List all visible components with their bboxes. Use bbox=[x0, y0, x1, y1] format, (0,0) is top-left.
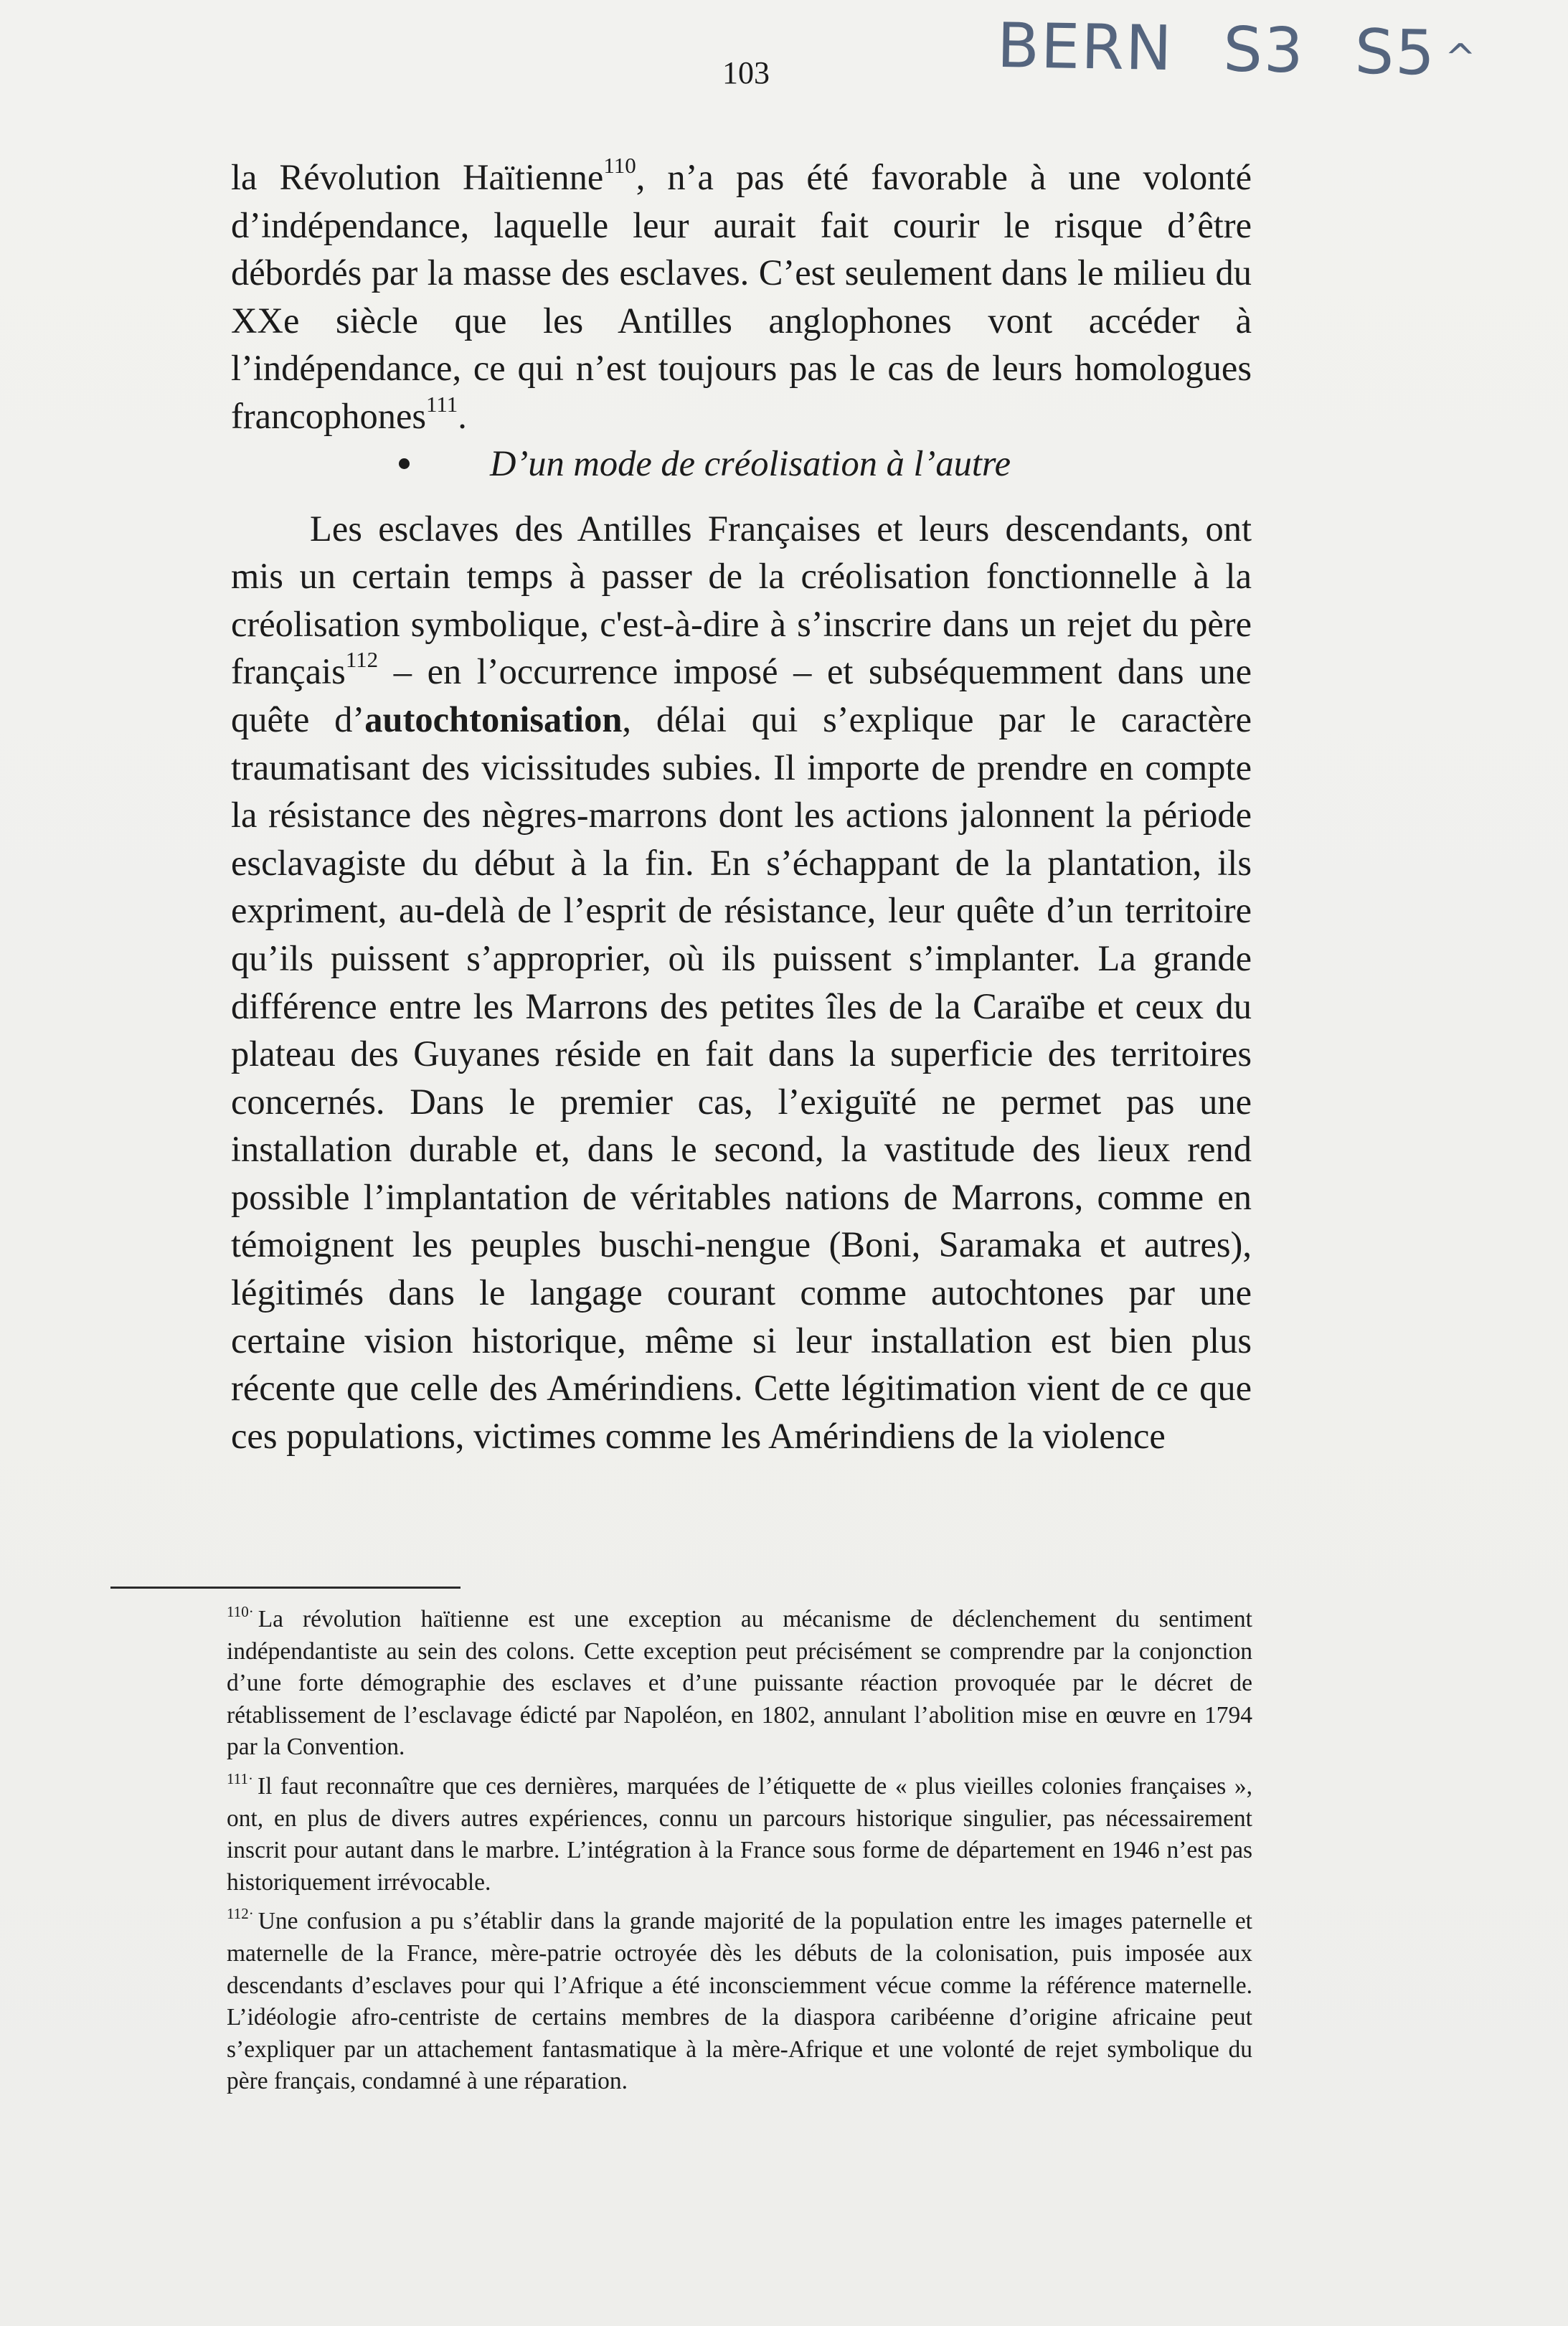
footnote-text: Une confusion a pu s’établir dans la grande majorité de la population entre les images paternelle et maternelle de la France, mère-patrie octroyée dès les débuts de la colonisation, puis imposée aux descendants d’esclaves pour qui l’Afrique a été inconsciemment vécue comme la référence maternelle. L’idéologie afro-centriste de certains membres de la diaspora caribéenne d’origine africaine peut s’expliquer par un attachement fantasmatique à la mère-Afrique et une volonté de rejet symbolique du père français, condamné à une réparation. bbox=[227, 1908, 1252, 2095]
footnote-ref-112[interactable]: 112 bbox=[345, 647, 379, 673]
paragraph-1 bbox=[231, 153, 1252, 440]
footnote-112 bbox=[227, 1906, 1252, 2098]
footnote-text: Il faut reconnaître que ces dernières, marquées de l’étiquette de « plus vieilles colonies françaises », ont, en plus de divers autres expériences, connu un parcours historique singulier, pas nécessairement inscrit pour autant dans le marbre. L’intégration à la France sous forme de département en 1946 n’est pas historiquement irrévocable. bbox=[227, 1772, 1252, 1896]
main-text bbox=[231, 153, 1252, 1460]
paragraph-1-end: . bbox=[458, 395, 467, 436]
page-number: 103 bbox=[722, 55, 770, 90]
footnote-111 bbox=[227, 1771, 1252, 1899]
footnote-separator bbox=[110, 1587, 461, 1589]
footnote-number: 112· bbox=[227, 1905, 254, 1923]
caret-mark: ^ bbox=[1444, 36, 1478, 80]
section-heading-text: D’un mode de créolisation à l’autre bbox=[490, 443, 1011, 484]
footnotes bbox=[227, 1604, 1252, 2105]
paragraph-2 bbox=[231, 505, 1252, 1460]
paragraph-2-text-a: Les esclaves des Antilles Françaises et leurs descendants, ont mis un certain temps à passer de la créolisation fonctionnelle à la créolisation symbolique, c'est-à-dire à s’inscrire dans un rejet du père français bbox=[231, 508, 1252, 692]
footnote-ref-111[interactable]: 111 bbox=[426, 391, 458, 417]
footnote-number: 110· bbox=[227, 1603, 254, 1620]
bold-term: autochtonisation bbox=[364, 699, 623, 739]
paragraph-2-text-b: – en l’occurrence imposé – et subséquemment dans une quête d’ bbox=[231, 651, 1252, 739]
footnote-text: La révolution haïtienne est une exception au mécanisme de déclenchement du sentiment indépendantiste au sein des colons. Cette exception peut précisément se comprendre par la conjonction d’une forte démographie des esclaves et d’une puissante réaction provoquée par le décret de rétablissement de l’esclavage édicté par Napoléon, en 1802, annulant l’abolition mise en œuvre en 1794 par la Convention. bbox=[227, 1606, 1252, 1761]
handwritten-word-1: BERN bbox=[996, 9, 1174, 85]
handwritten-word-3: S5 bbox=[1354, 16, 1437, 90]
footnote-110 bbox=[227, 1604, 1252, 1764]
paragraph-1-text-a: la Révolution Haïtienne bbox=[231, 157, 604, 197]
footnote-ref-110[interactable]: 110 bbox=[603, 153, 636, 178]
paragraph-1-text-b: , n’a pas été favorable à une volonté d’indépendance, laquelle leur aurait fait courir le risque d’être débordés par la masse des esclaves. C’est seulement dans le milieu du XXe siècle que les Antilles anglophones vont accéder à l’indépendance, ce qui n’est toujours pas le cas de leurs homologues francophones bbox=[231, 157, 1252, 436]
section-heading bbox=[231, 440, 1252, 488]
bullet-icon bbox=[399, 458, 410, 469]
handwritten-word-2: S3 bbox=[1222, 14, 1305, 88]
paragraph-2-text-c: , délai qui s’explique par le caractère traumatisant des vicissitudes subies. Il importe de prendre en compte la résistance des nègres-marrons dont les actions jalonnent la période esclavagiste du début à la fin. En s’échappant de la plantation, ils expriment, au-delà de l’esprit de résistance, leur quête d’un territoire qu’ils puissent s’approprier, où ils puissent s’implanter. La grande différence entre les Marrons des petites îles de la Caraïbe et ceux du plateau des Guyanes réside en fait dans la superficie des territoires concernés. Dans le premier cas, l’exiguïté ne permet pas une installation durable et, dans le second, la vastitude des lieux rend possible l’implantation de véritables nations de Marrons, comme en témoignent les peuples buschi-nengue (Boni, Saramaka et autres), légitimés dans le langage courant comme autochtones par une certaine vision historique, même si leur installation est bien plus récente que celle des Amérindiens. Cette légitimation vient de ce que ces populations, victimes comme les Amérindiens de la violence bbox=[231, 699, 1252, 1456]
footnote-number: 111· bbox=[227, 1769, 253, 1787]
